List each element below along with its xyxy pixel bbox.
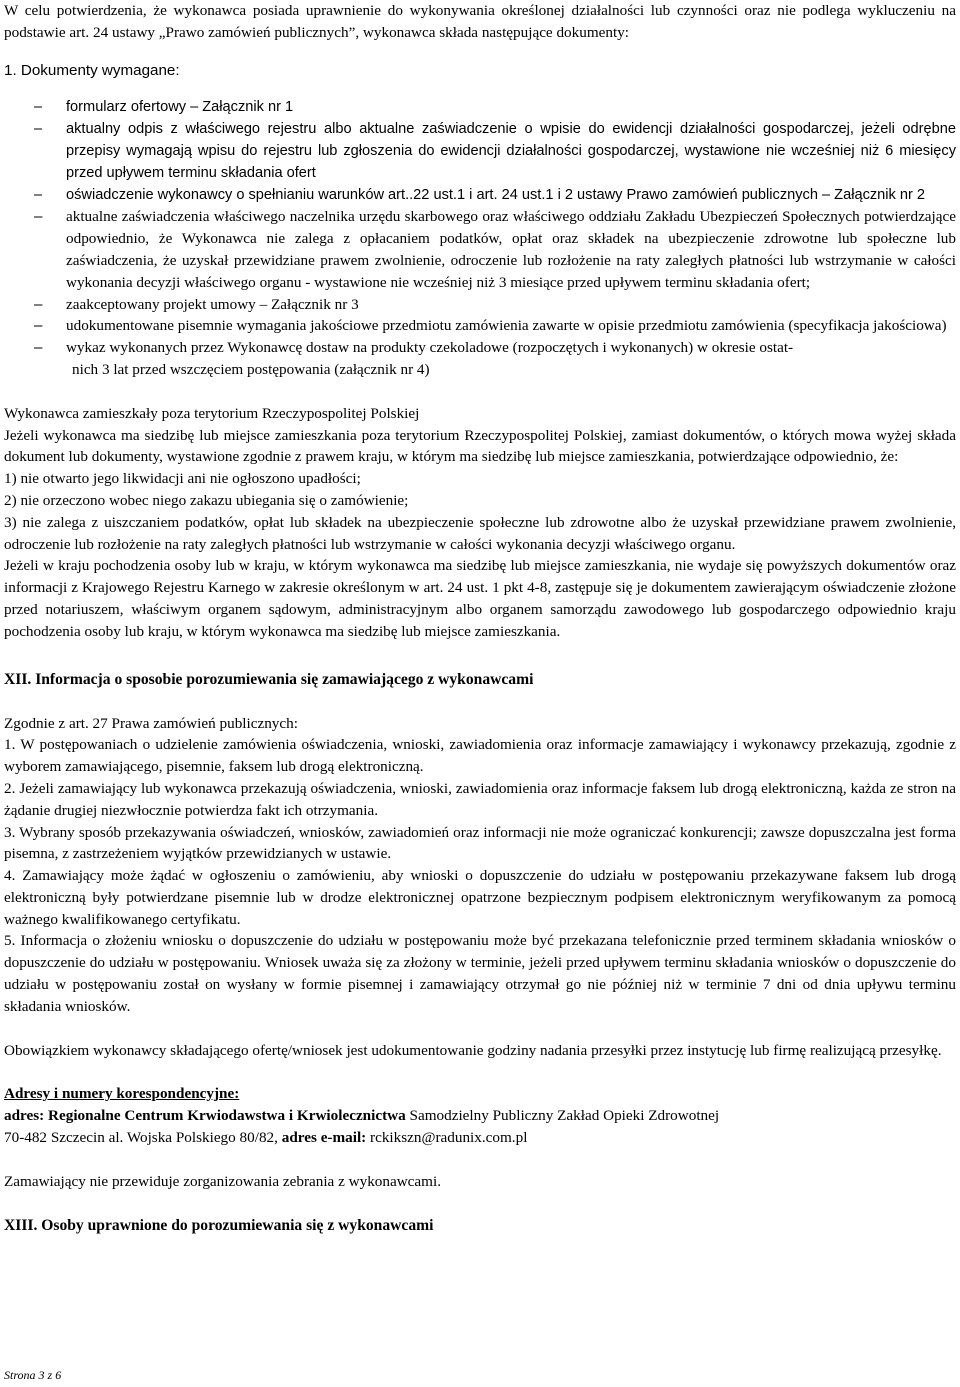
required-docs-list xyxy=(4,97,956,359)
obligation-paragraph: Obowiązkiem wykonawcy składającego ofertę/wniosek jest udokumentowanie godziny nadania przesyłki przez instytucję lub firmę realizującą przesyłkę. xyxy=(4,1041,942,1059)
section-12-point-3: 3. Wybrany sposób przekazywania oświadczeń, wniosków, zawiadomień oraz informacji nie może ograniczać konkurencji; zawsze dopuszczalna jest forma pisemna, z zastrzeżeniem wyjątków przewidzianych w ustawie. xyxy=(4,823,956,863)
dash-bullet: – xyxy=(34,208,43,226)
dash-bullet: – xyxy=(34,99,43,116)
dash-bullet: – xyxy=(34,339,43,357)
list-item: – zaakceptowany projekt umowy – Załącznik nr 3 xyxy=(4,294,956,316)
email-label: adres e-mail: xyxy=(281,1129,367,1147)
intro-paragraph: W celu potwierdzenia, że wykonawca posiada uprawnienie do wykonywania określonej działalności lub czynności oraz nie podlega wykluczeniu na podstawie art. 24 ustawy „Prawo zamówień publicznych”, wykonawca składa następujące dokumenty: xyxy=(4,2,956,41)
section-12-title: XII. Informacja o sposobie porozumiewania się zamawiającego z wykonawcami xyxy=(4,670,534,688)
list-item: – udokumentowane pisemnie wymagania jakościowe przedmiotu zamówienia zawarte w opisie przedmiotu zamówienia (specyfikacja jakościowa) xyxy=(4,315,956,337)
address-line-2: 70-482 Szczecin al. Wojska Polskiego 80/82, adres e-mail: rckikszn@radunix.com.pl xyxy=(4,1129,528,1147)
foreign-point-3: 3) nie zalega z uiszczaniem podatków, opłat lub składek na ubezpieczenie społeczne lub zdrowotne albo że uzyskał przewidziane prawem zwolnienie, odroczenie lub rozłożenie na raty zaległych płatności lub wstrzymanie w całości wykonania decyzji właściwego organu. xyxy=(4,513,956,553)
section-12-point-2: 2. Jeżeli zamawiający lub wykonawca przekazują oświadczenia, wnioski, zawiadomienia oraz informacje faksem lub drogą elektroniczną, każda ze stron na żądanie drugiej niezwłocznie potwierdza fakt ich otrzymania. xyxy=(4,779,956,819)
foreign-point-2: 2) nie orzeczono wobec niego zakazu ubiegania się o zamówienie; xyxy=(4,491,409,509)
document-page xyxy=(4,0,956,1237)
dash-bullet: – xyxy=(34,121,43,138)
foreign-paragraph-2: Jeżeli w kraju pochodzenia osoby lub w kraju, w którym wykonawca ma siedzibę lub miejsce zamieszkania, nie wydaje się powyższych dokumentów oraz informacji z Krajowego Rejestru Karnego w zakresie określonym w art. 24 ust. 1 pkt 4-8, zastępuje się je dokumentem zawierającym oświadczenie złożone przed notariuszem, właściwym organem sądowym, administracyjnym albo organem samorządu zawodowego lub gospodarczego odpowiednio kraju pochodzenia osoby lub kraju, w którym wykonawca ma siedzibę lub miejsce zamieszkania. xyxy=(4,557,956,640)
address-line-1 xyxy=(4,1105,956,1127)
dash-bullet: – xyxy=(34,295,43,313)
foreign-contractor-section xyxy=(4,403,956,643)
foreign-point-1: 1) nie otwarto jego likwidacji ani nie ogłoszono upadłości; xyxy=(4,470,361,488)
address-label: adres: Regionalne Centrum Krwiodawstwa i Krwiolecznictwa xyxy=(4,1107,406,1125)
section-12-point-5: 5. Informacja o złożeniu wniosku o dopuszczenie do udziału w postępowaniu może być przekazana telefonicznie przed terminem składania wniosków o dopuszczenie do udziału w postępowaniu. Wniosek uważa się za złożony w terminie, jeżeli przed upływem terminu składania wniosków o dopuszczenie do udziału w postępowaniu został on wysłany w formie pisemnej i zamawiający otrzymał go nie później niż w terminie 7 dni od dnia upływu terminu składania wniosków. xyxy=(4,932,956,1015)
section-12-intro: Zgodnie z art. 27 Prawa zamówień publicznych: xyxy=(4,714,298,732)
dash-bullet: – xyxy=(34,186,43,203)
email-value: rckikszn@radunix.com.pl xyxy=(366,1129,528,1147)
docs-heading: 1. Dokumenty wymagane: xyxy=(4,61,180,79)
list-item: – oświadczenie wykonawcy o spełnianiu warunków art..22 ust.1 i art. 24 ust.1 i 2 ustawy Prawo zamówień publicznych – Załącznik nr 2 xyxy=(4,185,956,207)
foreign-paragraph: Jeżeli wykonawca ma siedzibę lub miejsce zamieszkania poza terytorium Rzeczypospolitej Polskiej, zamiast dokumentów, o których mowa wyżej składa dokument lub dokumenty, wystawione zgodnie z prawem kraju, w którym ma siedzibę lub miejsce zamieszkania, potwierdzające odpowiednio, że: xyxy=(4,426,956,466)
list-item: – aktualne zaświadczenia właściwego naczelnika urzędu skarbowego oraz właściwego oddziału Zakładu Ubezpieczeń Społecznych potwierdzające odpowiednio, że Wykonawca nie zalega z opłacaniem podatków, opłat oraz składek na ubezpieczenie zdrowotne lub społeczne lub zaświadczenia, że uzyskał przewidziane prawem zwolnienie, odroczenie lub rozłożenie na raty zaległych płatności lub wstrzymanie w całości wykonania decyzji właściwego organu - wystawione nie wcześniej niż 3 miesiące przed upływem terminu składania ofert; xyxy=(34,208,956,291)
section-12-body xyxy=(4,713,956,1018)
list-item: – aktualny odpis z właściwego rejestru albo aktualne zaświadczenie o wpisie do ewidencji działalności gospodarczej, jeżeli odrębne przepisy wymagają wpisu do rejestru lub zgłoszenia do ewidencji działalności gospodarczej, wystawione nie wcześniej niż 6 miesięcy przed upływem terminu składania ofert xyxy=(34,121,956,181)
address-org: Samodzielny Publiczny Zakład Opieki Zdrowotnej xyxy=(405,1107,720,1125)
section-13-title: XIII. Osoby uprawnione do porozumiewania się z wykonawcami xyxy=(4,1216,434,1234)
list-item: – formularz ofertowy – Załącznik nr 1 xyxy=(4,97,956,119)
no-meeting-note: Zamawiający nie przewiduje zorganizowania zebrania z wykonawcami. xyxy=(4,1172,441,1190)
dash-bullet: – xyxy=(34,317,43,335)
address-heading: Adresy i numery korespondencyjne: xyxy=(4,1085,240,1103)
section-12-point-1: 1. W postępowaniach o udzielenie zamówienia oświadczenia, wnioski, zawiadomienia oraz informacje zamawiający i wykonawcy przekazują, zgodnie z wyborem zamawiającego, pisemnie, faksem lub drogą elektroniczną. xyxy=(4,736,956,776)
list-item: – wykaz wykonanych przez Wykonawcę dostaw na produkty czekoladowe (rozpoczętych i wykonanych) w okresie ostat- xyxy=(4,337,956,359)
foreign-heading: Wykonawca zamieszkały poza terytorium Rzeczypospolitej Polskiej xyxy=(4,404,420,422)
page-footer: Strona 3 z 6 xyxy=(4,1368,62,1382)
section-12-point-4: 4. Zamawiający może żądać w ogłoszeniu o zamówieniu, aby wnioski o dopuszczenie do udziału w postępowaniu przekazywane faksem lub drogą elektroniczną były potwierdzane pisemnie lub w drodze elektronicznej opatrzone bezpiecznym podpisem elektronicznym weryfikowanym za pomocą ważnego kwalifikowanego certyfikatu. xyxy=(4,867,956,928)
docs-last-continuation: nich 3 lat przed wszczęciem postępowania (załącznik nr 4) xyxy=(72,360,430,378)
